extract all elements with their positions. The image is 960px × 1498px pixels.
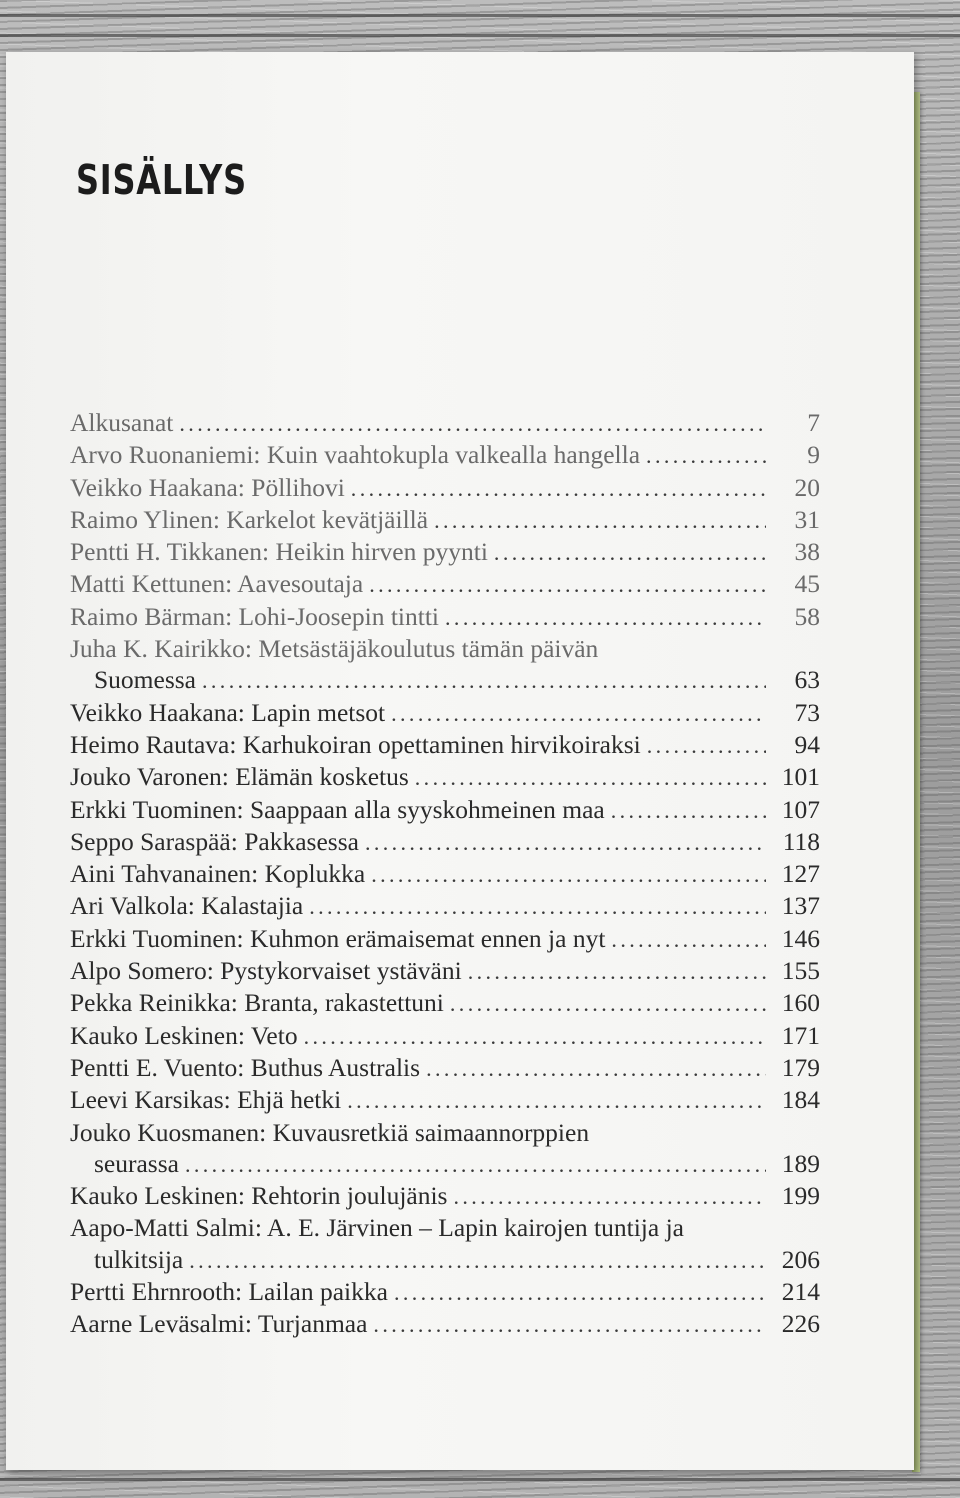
dot-leader xyxy=(371,859,766,890)
dot-leader xyxy=(391,698,766,729)
toc-entry-title: Arvo Ruonaniemi: Kuin vaahtokupla valkealla hangella xyxy=(70,440,641,470)
toc-entry xyxy=(70,890,820,922)
toc-entry-title: Juha K. Kairikko: Metsästäjäkoulutus tämän päivän xyxy=(70,634,599,664)
toc-page-number: 199 xyxy=(781,1181,820,1211)
toc-entry-title: Kauko Leskinen: Rehtorin joulujänis xyxy=(70,1181,448,1211)
table-of-contents xyxy=(70,407,820,1341)
toc-page-number: 118 xyxy=(782,826,820,856)
toc-entry xyxy=(70,1117,820,1148)
toc-entry-title: tulkitsija xyxy=(94,1244,184,1274)
toc-entry xyxy=(70,664,820,696)
toc-entry-title: Alkusanat xyxy=(70,408,174,437)
toc-entry xyxy=(70,1244,820,1276)
toc-entry-title: Veikko Haakana: Pöllihovi xyxy=(70,472,345,502)
toc-page-number: 38 xyxy=(794,537,820,567)
toc-entry xyxy=(70,1148,820,1180)
toc-entry xyxy=(70,472,820,504)
dot-leader xyxy=(494,537,766,568)
toc-entry xyxy=(70,987,820,1019)
dot-leader xyxy=(373,1309,766,1340)
toc-entry-title: Seppo Saraspää: Pakkasessa xyxy=(70,826,359,856)
toc-entry-title: Suomessa xyxy=(94,665,196,695)
toc-entry-title: Aini Tahvanainen: Koplukka xyxy=(70,859,366,889)
toc-entry-title: Kauko Leskinen: Veto xyxy=(70,1020,298,1050)
toc-page-number: 107 xyxy=(781,794,820,824)
toc-page-number: 63 xyxy=(794,665,820,695)
toc-page-number: 146 xyxy=(781,923,820,953)
dot-leader xyxy=(611,795,766,826)
toc-page-number: 206 xyxy=(781,1244,820,1274)
dot-leader xyxy=(445,602,766,633)
toc-page-number: 101 xyxy=(781,762,820,792)
toc-entry xyxy=(70,601,820,633)
page-title: SISÄLLYS xyxy=(76,156,247,204)
toc-entry xyxy=(70,697,820,729)
dot-leader xyxy=(426,1053,766,1084)
toc-entry xyxy=(70,1180,820,1212)
toc-entry-title: Raimo Bärman: Lohi-Joosepin tintti xyxy=(70,601,440,631)
toc-page-number: 160 xyxy=(781,988,820,1018)
toc-entry-title: Pentti E. Vuento: Buthus Australis xyxy=(70,1052,421,1082)
toc-entry xyxy=(70,536,820,568)
toc-entry xyxy=(70,568,820,600)
toc-page-number: 171 xyxy=(781,1020,820,1050)
toc-entry xyxy=(70,1276,820,1308)
dot-leader xyxy=(647,730,766,761)
toc-page-number: 58 xyxy=(794,601,820,631)
toc-entry-title: Raimo Ylinen: Karkelot kevätjäillä xyxy=(70,504,429,534)
toc-entry xyxy=(70,1212,820,1243)
toc-page-number: 127 xyxy=(781,859,820,889)
toc-entry-title: Jouko Varonen: Elämän kosketus xyxy=(70,762,409,792)
toc-entry-title: Alpo Somero: Pystykorvaiset ystäväni xyxy=(70,956,462,986)
toc-entry xyxy=(70,1052,820,1084)
dot-leader xyxy=(202,665,766,696)
toc-page-number: 179 xyxy=(781,1052,820,1082)
toc-entry xyxy=(70,826,820,858)
toc-entry-title: Pekka Reinikka: Branta, rakastettuni xyxy=(70,988,444,1018)
toc-entry-title: Veikko Haakana: Lapin metsot xyxy=(70,697,386,727)
toc-entry xyxy=(70,1020,820,1052)
toc-entry xyxy=(70,633,820,664)
toc-entry-title: Leevi Karsikas: Ehjä hetki xyxy=(70,1085,342,1115)
dot-leader xyxy=(179,408,766,439)
toc-page-number: 7 xyxy=(807,408,820,437)
dot-leader xyxy=(369,569,766,600)
toc-entry xyxy=(70,729,820,761)
toc-entry-title: Erkki Tuominen: Kuhmon erämaisemat ennen ja nyt xyxy=(70,923,606,953)
dot-leader xyxy=(453,1181,766,1212)
toc-entry-title: Jouko Kuosmanen: Kuvausretkiä saimaannorppien xyxy=(70,1117,590,1147)
toc-entry xyxy=(70,1084,820,1116)
toc-page-number: 45 xyxy=(794,569,820,599)
toc-entry-title: Ari Valkola: Kalastajia xyxy=(70,891,304,921)
toc-entry xyxy=(70,858,820,890)
dot-leader xyxy=(365,827,766,858)
toc-entry-title: seurassa xyxy=(94,1148,179,1178)
dot-leader xyxy=(189,1245,766,1276)
dot-leader xyxy=(450,988,766,1019)
toc-entry xyxy=(70,955,820,987)
toc-page-number: 9 xyxy=(807,440,820,470)
toc-page-number: 226 xyxy=(781,1309,820,1339)
wood-grain-line xyxy=(0,34,960,37)
toc-entry-title: Pentti H. Tikkanen: Heikin hirven pyynti xyxy=(70,537,488,567)
toc-entry-title: Matti Kettunen: Aavesoutaja xyxy=(70,569,364,599)
toc-page-number: 94 xyxy=(794,729,820,759)
toc-entry xyxy=(70,407,820,439)
toc-page-number: 214 xyxy=(781,1277,820,1307)
toc-page-number: 184 xyxy=(781,1085,820,1115)
dot-leader xyxy=(351,473,766,504)
toc-entry xyxy=(70,761,820,793)
toc-page-number: 31 xyxy=(794,504,820,534)
dot-leader xyxy=(185,1149,766,1180)
toc-page-number: 155 xyxy=(781,956,820,986)
toc-page-number: 73 xyxy=(794,697,820,727)
dot-leader xyxy=(611,924,766,955)
toc-page-number: 20 xyxy=(794,472,820,502)
dot-leader xyxy=(309,891,766,922)
toc-entry-title: Erkki Tuominen: Saappaan alla syyskohmeinen maa xyxy=(70,794,605,824)
toc-entry-title: Heimo Rautava: Karhukoiran opettaminen hirvikoiraksi xyxy=(70,729,641,759)
toc-entry xyxy=(70,794,820,826)
dot-leader xyxy=(434,505,766,536)
wood-grain-line xyxy=(0,14,960,17)
toc-page-number: 137 xyxy=(781,891,820,921)
wood-grain-line xyxy=(0,1478,960,1481)
toc-entry xyxy=(70,504,820,536)
toc-entry xyxy=(70,1308,820,1340)
dot-leader xyxy=(347,1085,766,1116)
toc-entry-title: Aarne Leväsalmi: Turjanmaa xyxy=(70,1309,368,1339)
dot-leader xyxy=(646,440,766,471)
dot-leader xyxy=(468,956,766,987)
toc-page-number: 189 xyxy=(781,1148,820,1178)
toc-entry xyxy=(70,439,820,471)
dot-leader xyxy=(415,762,766,793)
dot-leader xyxy=(394,1277,766,1308)
toc-entry xyxy=(70,923,820,955)
dot-leader xyxy=(304,1021,766,1052)
toc-entry-title: Pertti Ehrnrooth: Lailan paikka xyxy=(70,1277,388,1307)
toc-entry-title: Aapo-Matti Salmi: A. E. Järvinen – Lapin kairojen tuntija ja xyxy=(70,1213,684,1243)
